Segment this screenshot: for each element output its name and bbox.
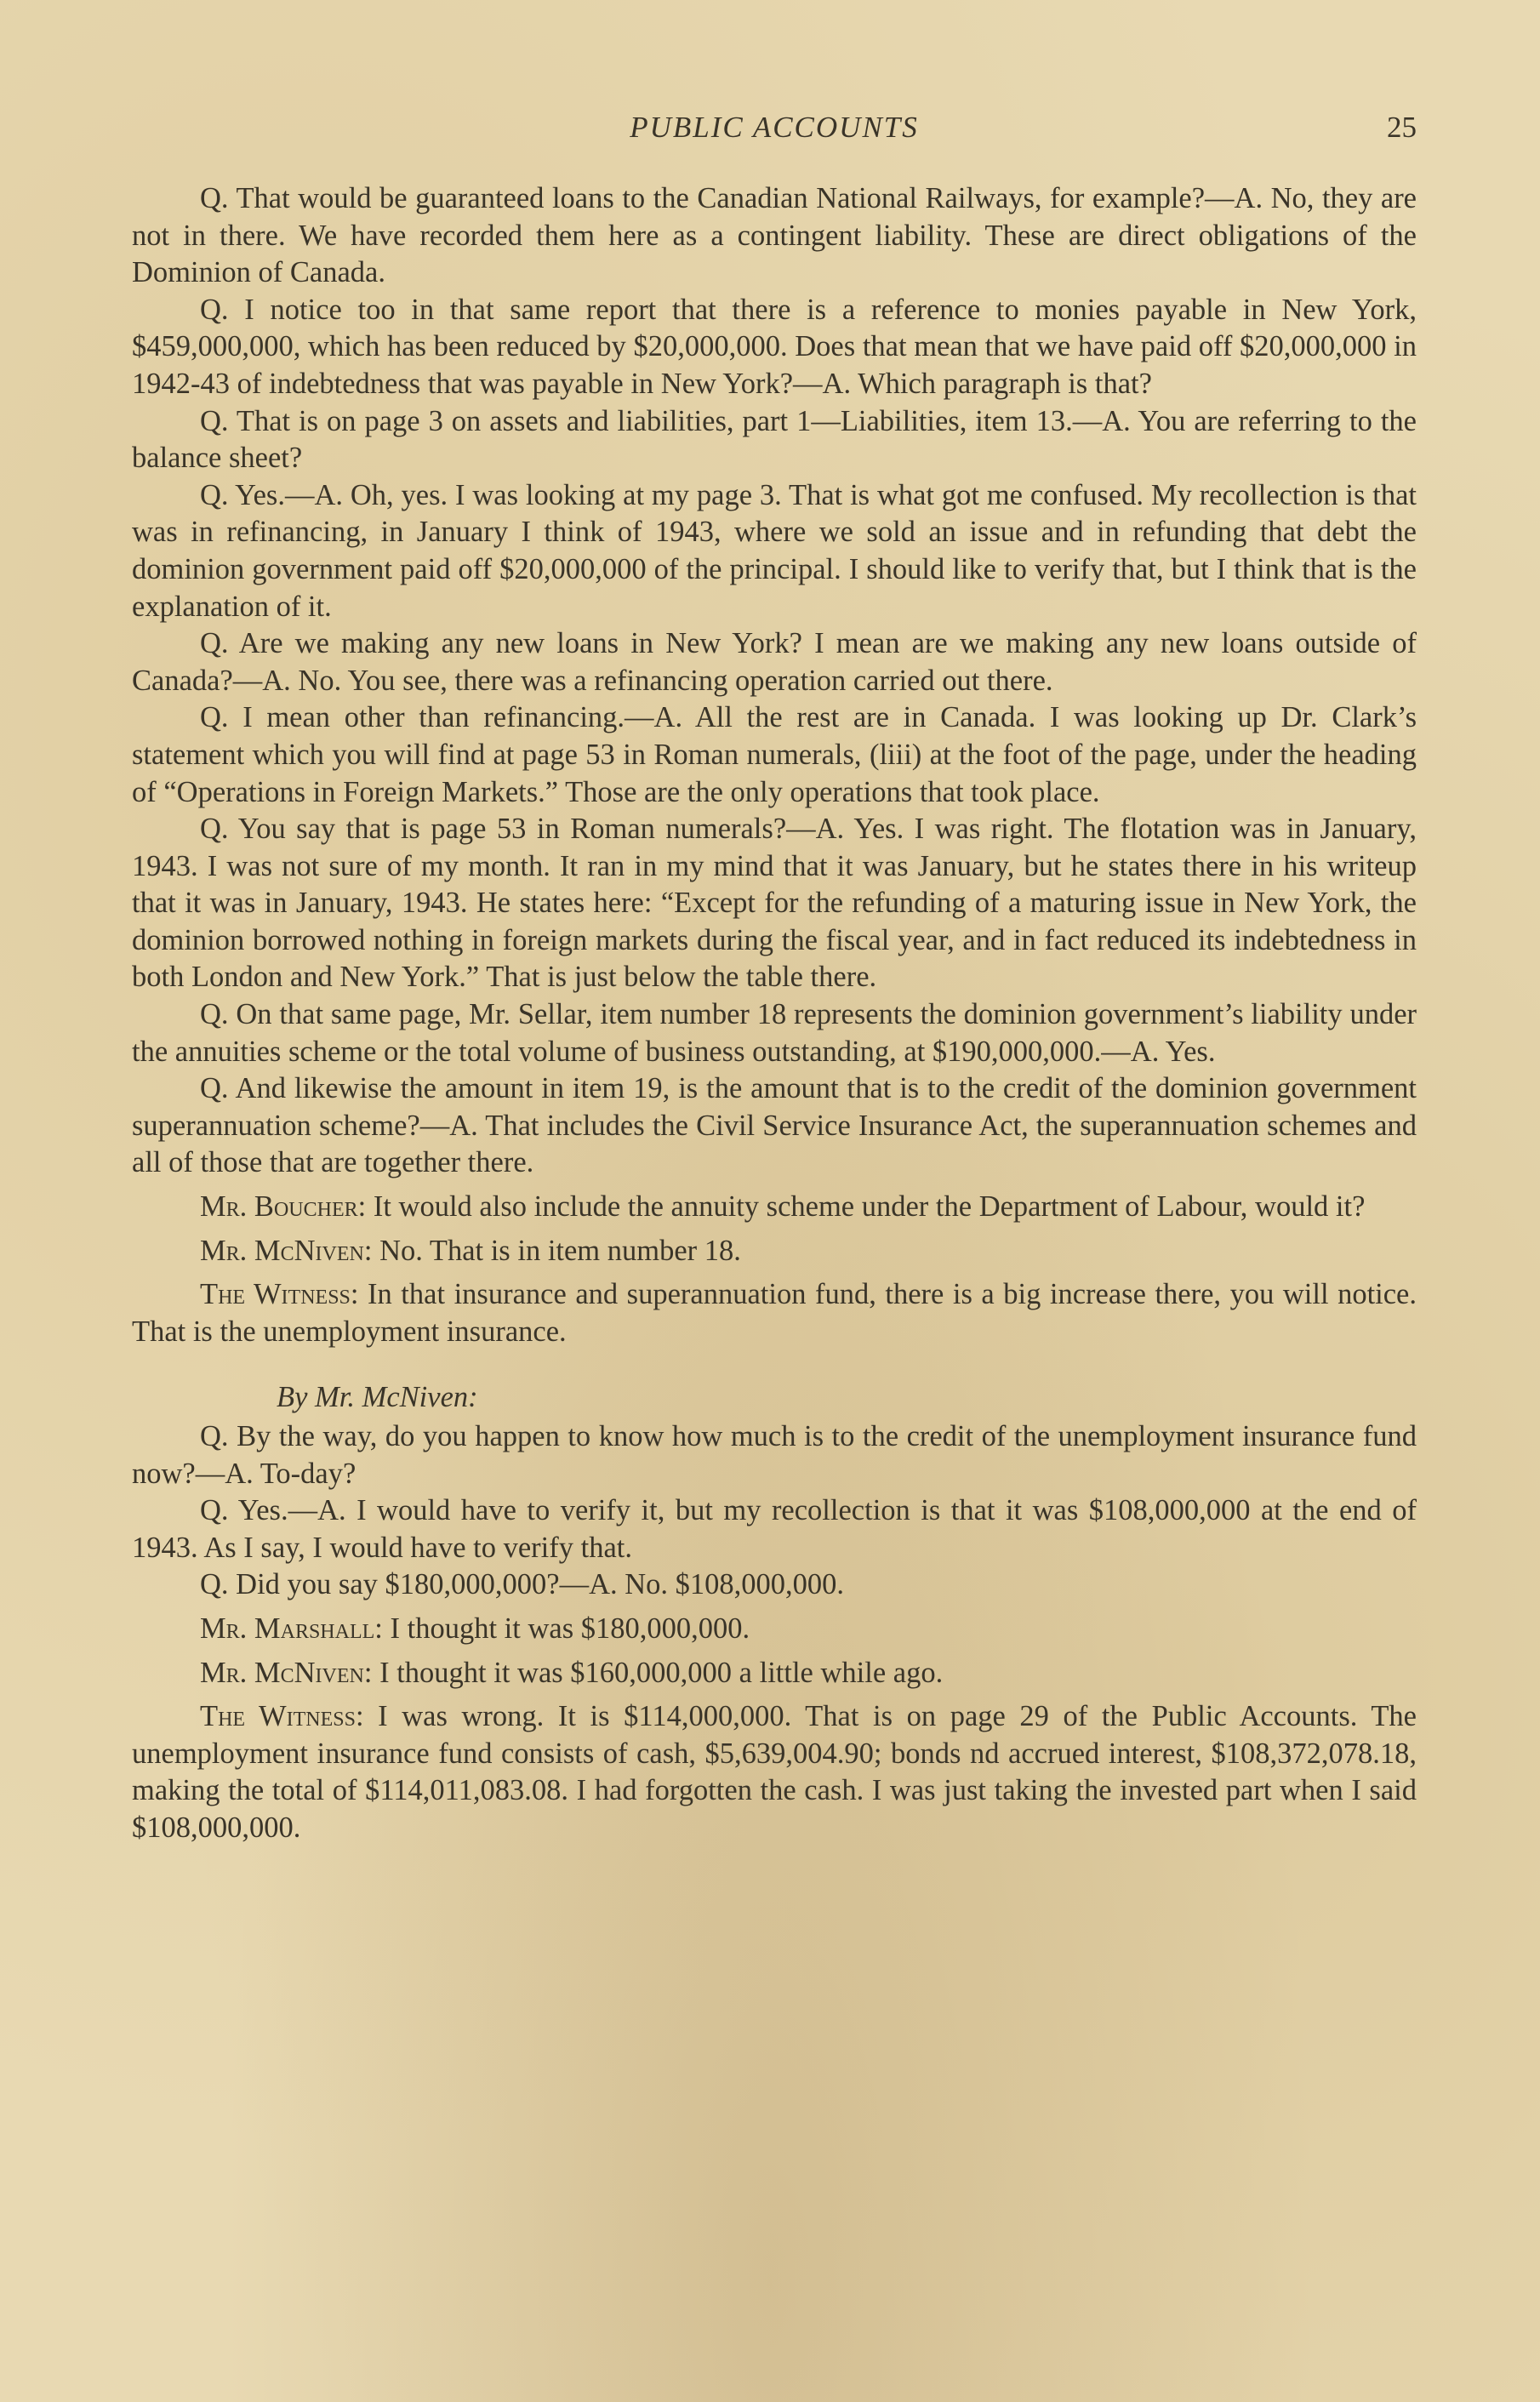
speech: Mr. McNiven: I thought it was $160,000,000 a little while ago. xyxy=(200,1656,944,1689)
running-header xyxy=(132,111,1417,162)
speech-text: No. That is in item number 18. xyxy=(379,1234,741,1267)
speaker-name: The Witness xyxy=(200,1278,351,1311)
speech-text: I thought it was $180,000,000. xyxy=(390,1612,750,1645)
document-page xyxy=(132,111,1417,1847)
paragraph: Q. Are we making any new loans in New York? I mean are we making any new loans outside of Canada?—A. No. You see, there was a refinancing operation carried out there. xyxy=(132,627,1417,697)
speech: Mr. Boucher: It would also include the annuity scheme under the Department of Labour, would it? xyxy=(200,1190,1366,1224)
paragraph: Q. That is on page 3 on assets and liabilities, part 1—Liabilities, item 13.—A. You are referring to the balance sheet? xyxy=(132,404,1417,475)
paragraph: Q. You say that is page 53 in Roman numerals?—A. Yes. I was right. The flotation was in January, 1943. I was not sure of my month. It ran in my mind that it was January, but he states there in his writeup that it was in January, 1943. He states here: “Except for the refunding of a maturing issue in New York, the dominion borrowed nothing in foreign markets during the fiscal year, and in fact reduced its indebtedness in both London and New York.” That is just below the table there. xyxy=(132,813,1417,994)
section-heading: By Mr. McNiven: xyxy=(277,1381,478,1414)
paragraph: Q. That would be guaranteed loans to the Canadian National Railways, for example?—A. No, they are not in there. We have recorded them here as a contingent liability. These are direct obligations of the Dominion of Canada. xyxy=(132,182,1417,289)
speech-text: In that insurance and superannuation fund, there is a big increase there, you will notice. That is the unemployment insurance. xyxy=(132,1278,1417,1348)
document-body xyxy=(132,180,1417,1847)
page-number: 25 xyxy=(1387,111,1417,144)
speech: Mr. Marshall: I thought it was $180,000,000. xyxy=(200,1612,750,1645)
paragraph: Q. Yes.—A. I would have to verify it, but my recollection is that it was $108,000,000 at the end of 1943. As I say, I would have to verify that. xyxy=(132,1494,1417,1564)
paragraph: Q. On that same page, Mr. Sellar, item number 18 represents the dominion government’s liability under the annuities scheme or the total volume of business outstanding, at $190,000,000.—A. Yes. xyxy=(132,998,1417,1068)
speech: The Witness: In that insurance and superannuation fund, there is a big increase there, you will notice. That is the unemployment insurance. xyxy=(132,1278,1417,1348)
paragraph: Q. Did you say $180,000,000?—A. No. $108,000,000. xyxy=(200,1568,845,1601)
paragraph: Q. I mean other than refinancing.—A. All the rest are in Canada. I was looking up Dr. Clark’s statement which you will find at page 53 in Roman numerals, (liii) at the foot of the page, under the heading of “Operations in Foreign Markets.” Those are the only operations that took place. xyxy=(132,701,1417,808)
paragraph: Q. By the way, do you happen to know how much is to the credit of the unemployment insurance fund now?—A. To-day? xyxy=(132,1420,1417,1490)
speech-text: It would also include the annuity scheme under the Department of Labour, would it? xyxy=(373,1190,1366,1224)
paragraph: Q. And likewise the amount in item 19, is the amount that is to the credit of the dominion government superannuation scheme?—A. That includes the Civil Service Insurance Act, the superannuation schemes and all of those that are together there. xyxy=(132,1072,1417,1179)
speaker-name: The Witness xyxy=(200,1700,356,1733)
speaker-name: Mr. Marshall xyxy=(200,1612,375,1645)
running-title: PUBLIC ACCOUNTS xyxy=(630,111,919,144)
paragraph: Q. I notice too in that same report that there is a reference to monies payable in New York, $459,000,000, which has been reduced by $20,000,000. Does that mean that we have paid off $20,000,000 in 1942-43 of indebtedness that was payable in New York?—A. Which paragraph is that? xyxy=(132,293,1417,400)
speaker-name: Mr. Boucher xyxy=(200,1190,358,1224)
speech: Mr. McNiven: No. That is in item number 18. xyxy=(200,1234,741,1267)
speech: The Witness: I was wrong. It is $114,000,000. That is on page 29 of the Public Accounts. The unemployment insurance fund consists of cash, $5,639,004.90; bonds nd accrued interest, $108,372,078.18, making the total of $114,011,083.08. I had forgotten the cash. I was just taking the invested part when I said $108,000,000. xyxy=(132,1700,1417,1844)
speaker-name: Mr. McNiven xyxy=(200,1656,364,1689)
speech-text: I was wrong. It is $114,000,000. That is on page 29 of the Public Accounts. The unemployment insurance fund consists of cash, $5,639,004.90; bonds nd accrued interest, $108,372,078.18, making the total of $114,011,083.08. I had forgotten the cash. I was just taking the invested part when I said $108,000,000. xyxy=(132,1700,1417,1844)
paragraph: Q. Yes.—A. Oh, yes. I was looking at my page 3. That is what got me confused. My recollection is that was in refinancing, in January I think of 1943, where we sold an issue and in refunding that debt the dominion government paid off $20,000,000 of the principal. I should like to verify that, but I think that is the explanation of it. xyxy=(132,478,1417,623)
speaker-name: Mr. McNiven xyxy=(200,1234,364,1267)
speech-text: I thought it was $160,000,000 a little while ago. xyxy=(379,1656,944,1689)
